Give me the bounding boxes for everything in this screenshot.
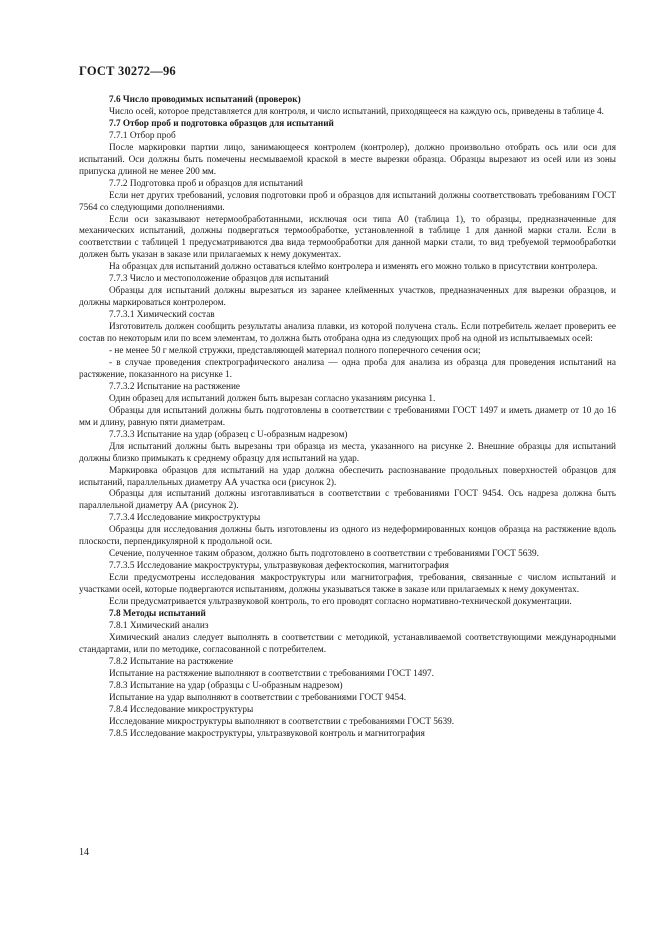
paragraph: - не менее 50 г мелкой стружки, представляющей материал полного поперечного сечения оси; bbox=[109, 346, 481, 357]
paragraph: 7.8.4 Исследование микроструктуры bbox=[109, 704, 254, 715]
section-heading: 7.6 Число проводимых испытаний (проверок) bbox=[109, 95, 301, 105]
paragraph: Испытание на растяжение выполняют в соответствии с требованиями ГОСТ 1497. bbox=[109, 668, 434, 679]
paragraph: Если предусмотрены исследования макроструктуры или магнитография, требования, связанные с числом испытаний и участками осей, которые подвергаются испытаниям, должны указываться также в заказе или прилагаемых к нему документах. bbox=[79, 573, 616, 596]
paragraph: Сечение, полученное таким образом, должно быть подготовлено в соответствии с требованиями ГОСТ 5639. bbox=[109, 549, 539, 560]
paragraph: 7.7.3.4 Исследование микроструктуры bbox=[109, 513, 261, 524]
paragraph: 7.7.3.5 Исследование макроструктуры, ультразвуковая дефектоскопия, магнитография bbox=[109, 561, 449, 572]
paragraph: 7.7.3.3 Испытание на удар (образец с U-образным надрезом) bbox=[109, 429, 348, 440]
paragraph: 7.8.2 Испытание на растяжение bbox=[109, 656, 234, 667]
paragraph: На образцах для испытаний должно оставаться клеймо контролера и изменять его можно только в присутствии контролера. bbox=[109, 262, 598, 273]
paragraph: 7.7.3.2 Испытание на растяжение bbox=[109, 381, 241, 392]
paragraph: 7.8.3 Испытание на удар (образцы с U-образным надрезом) bbox=[109, 680, 343, 691]
section-heading: 7.7 Отбор проб и подготовка образцов для испытаний bbox=[109, 118, 334, 129]
section-heading: 7.8 Методы испытаний bbox=[109, 608, 206, 619]
paragraph: Исследование микроструктуры выполняют в соответствии с требованиями ГОСТ 5639. bbox=[109, 716, 455, 727]
paragraph: 7.7.3.1 Химический состав bbox=[109, 310, 215, 321]
paragraph: Маркировка образцов для испытаний на удар должна обеспечить распознавание продольных поверхностей образцов для испытаний, параллельных диаметру АА участка оси (рисунок 2). bbox=[79, 465, 616, 488]
paragraph: Образцы для испытаний должны быть подготовлены в соответствии с требованиями ГОСТ 1497 и иметь диаметр от 10 до 16 мм и длину, равную пяти диаметрам. bbox=[79, 405, 616, 428]
paragraph: 7.8.1 Химический анализ bbox=[109, 620, 209, 631]
paragraph: Если оси заказывают нетермообработанными, исключая оси типа А0 (таблица 1), то образцы, предназначенные для механических испытаний, должны подвергаться термообработке, установленной в таблице 1 для данной марки стали. Если в соответствии с таблицей 1 предусматриваются два вида термообработки для данной марки стали, то вид требуемой термообработки должен быть указан в заказе или прилагаемых к нему документах. bbox=[79, 214, 616, 261]
paragraph: 7.7.1 Отбор проб bbox=[109, 130, 176, 141]
paragraph: Образцы для испытаний должны изготавливаться в соответствии с требованиями ГОСТ 9454. Ось надреза должна быть параллельной диаметру АА (рисунок 2). bbox=[79, 489, 616, 512]
paragraph: Испытание на удар выполняют в соответствии с требованиями ГОСТ 9454. bbox=[109, 692, 407, 703]
paragraph: После маркировки партии лицо, занимающееся контролем (контролер), должно произвольно отобрать ось или оси для испытаний. Оси должны быть помечены несмываемой краской в месте вырезки образца. Образцы вырезают из осей или из зоны припуска длиной не менее 200 мм. bbox=[79, 142, 616, 177]
page-number: 14 bbox=[79, 847, 89, 858]
paragraph: Химический анализ следует выполнять в соответствии с методикой, устанавливаемой соответствующими международными стандартами, или по методике, согласованной с потребителем. bbox=[79, 632, 616, 655]
paragraph: Образцы для исследования должны быть изготовлены из одного из недеформированных концов образца на растяжение вдоль плоскости, перпендикулярной к продольной оси. bbox=[79, 525, 616, 548]
paragraph: 7.7.3 Число и местоположение образцов для испытаний bbox=[109, 274, 329, 285]
paragraph: - в случае проведения спектрографического анализа — одна проба для анализа из образца для проведения испытаний на растяжение, показанного на рисунке 1. bbox=[79, 357, 616, 380]
paragraph: 7.8.5 Исследование макроструктуры, ультразвуковой контроль и магнитография bbox=[109, 728, 425, 739]
paragraph: Изготовитель должен сообщить результаты анализа плавки, из которой получена сталь. Если потребитель желает проверить ее состав по некоторым или по всем элементам, то должна быть отобрана одна из следующих проб на одной из испытываемых осей: bbox=[79, 322, 616, 345]
paragraph: Если нет других требований, условия подготовки проб и образцов для испытаний должны соответствовать требованиям ГОСТ 7564 со следующими дополнениями. bbox=[79, 190, 616, 213]
paragraph: Если предусматривается ультразвуковой контроль, то его проводят согласно нормативно-технической документации. bbox=[109, 597, 572, 608]
paragraph: 7.7.2 Подготовка проб и образцов для испытаний bbox=[109, 178, 303, 189]
paragraph: Образцы для испытаний должны вырезаться из заранее клейменных участков, предназначенных для вырезки образцов, и должны маркироваться контролером. bbox=[79, 286, 616, 309]
paragraph: Для испытаний должны быть вырезаны три образца из места, указанного на рисунке 2. Внешние образцы для испытаний должны близко примыкать к среднему образцу для испытаний на удар. bbox=[79, 441, 616, 464]
document-body bbox=[79, 95, 616, 740]
paragraph: Число осей, которое представляется для контроля, и число испытаний, приходящееся на каждую ось, приведены в таблице 4. bbox=[109, 106, 604, 117]
document-header: ГОСТ 30272—96 bbox=[79, 64, 176, 78]
paragraph: Один образец для испытаний должен быть вырезан согласно указаниям рисунка 1. bbox=[109, 393, 436, 404]
